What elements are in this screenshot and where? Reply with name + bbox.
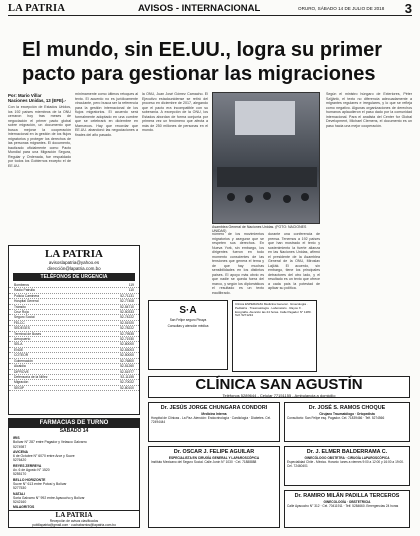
phone-number: 52-80100: [120, 385, 134, 390]
ad-box-4: [284, 446, 410, 486]
dateline: ORURO, SÁBADO 14 DE JULIO DE 2018: [298, 6, 385, 11]
pharmacy-title: FARMACIAS DE TURNO: [9, 419, 139, 428]
pharmacy-entry: [13, 492, 135, 505]
ad-specialty: ESPECIALISTA EN CIRUGÍA GENERAL Y LAPAROSCÓPICA: [168, 455, 260, 460]
phone-name: COTEOR: [14, 353, 29, 358]
ad-specialty: GINECOLOGÍA · OBSTETRICIA: [323, 499, 371, 504]
article-column-2: mínimamente como últimos retoques al texto. El acuerdo no es jurídicamente vinculante, pero busca ser la referencia para la gestión internacional de los flujos migratorios. El acuerdo será formalmente adoptado en una cumbre que se celebrará en diciembre en Marruecos. Hay que recordar que EE.UU. abandonó las negociaciones a finales del año pasado.: [75, 92, 138, 137]
pharmacy-footer-sub: Recepción de avisos clasificados: [49, 519, 99, 523]
ad-box-5: [284, 490, 410, 528]
photo-person: [263, 192, 271, 200]
pharmacy-entry: [13, 478, 135, 491]
ad-san-felipe: [148, 300, 228, 370]
phone-number: 52-53003: [120, 347, 134, 352]
phone-name: Seguro Social: [14, 315, 35, 320]
clinica-phones: Teléfonos 5289644 - Celular 77151155 - Ambulancia a domicilio: [222, 393, 336, 398]
lapatria-box-title: LA PATRIA: [45, 248, 103, 260]
pharmacy-name: AVICENA: [13, 449, 29, 454]
phone-number: 52-51977: [120, 369, 134, 374]
pharmacy-footer: [9, 510, 139, 527]
phone-name: SEDEGES: [14, 326, 30, 331]
ad-box-1: [148, 402, 280, 442]
photo-person: [283, 195, 291, 203]
pharmacy-name: MILAGRITOS: [13, 505, 35, 510]
pharmacy-entry: [13, 464, 135, 477]
clinica-san-agustin-banner: [148, 376, 410, 398]
byline-author: Por: Mario Villar: [8, 93, 42, 98]
page-header: [8, 3, 412, 16]
section-title: AVISOS - INTERNACIONAL: [138, 3, 261, 14]
phone-number: 52-80000: [120, 342, 134, 347]
ad-detail: Calle Ayacucho N° 312 · Cel. 70411911 · Telf. 5284660. Emergencias 24 horas: [287, 503, 399, 508]
article-column-1: Con la excepción de Estados Unidos, los 192 países miembros de la ONU cerraron hoy tras meses de negociación el primer pacto global sobre migración, un documento que busca mejorar la cooperación internacional en la gestión de los flujos migratorios y proteger los derechos de las personas migrantes. El documento, bautizado oficialmente como Pacto Mundial para una Migración Segura, Regular y Ordenada, fue respaldado por todos los Gobiernos excepto el de EE.UU.: [8, 105, 71, 168]
pharmacy-name: REYES ZERREYA: [13, 463, 42, 468]
phone-name: SEGIP: [14, 385, 25, 390]
pharmacy-phone: 5255170: [13, 472, 27, 477]
phone-name: Gobernación: [14, 358, 33, 363]
phone-name: Hospital General: [14, 299, 39, 304]
phone-number: 52-76800: [120, 358, 134, 363]
phone-number: 52-70022: [120, 380, 134, 385]
ad-doctor-name: Dr. OSCAR J. FELIPE AGUILAR: [173, 449, 255, 455]
pharmacy-address: Soria Galvarro N° 992 entre Ayacucho y Bolívar: [13, 495, 85, 500]
article-column-5: durante una conferencia de prensa. Tenemos a 192 países que han mostrado el texto y sostenimiento la fuerte alianza en las Naciones Unidas, afirmó el presidente de la Asamblea General de la ONU, Miroslav Lajčák. El acuerdo, sin embargo, tiene los principales detractores del otro lado, y el resultado es un texto que ofrece a cada país la potestad de aplicar su política.: [268, 232, 320, 290]
phone-name: Migración: [14, 380, 29, 385]
phone-name: Alcaldía: [14, 364, 26, 369]
phone-number: 52-54710: [120, 304, 134, 309]
phone-number: 52-51920: [120, 320, 134, 325]
pharmacy-address: Sucre N° 613 entre Potosí y Bolívar: [13, 481, 67, 486]
photo-screen: [235, 101, 295, 135]
ad-specialty: Cirujano Traumatólogo · Ortopedista: [319, 411, 375, 416]
pharmacy-address: Bolívar N° 287 entre Pagador y Velasco Galvarro: [13, 440, 87, 445]
lapatria-urgency-box: [8, 245, 140, 415]
phone-number: 52-71131: [120, 293, 134, 298]
article-photo: [212, 92, 320, 224]
ad-specialty: GINECÓLOGO OBSTETRA · CIRUGÍA LAPAROSCÓPICA: [304, 455, 390, 460]
pharmacy-name: NATALI: [13, 491, 25, 496]
phone-number: 110: [128, 288, 134, 293]
article-headline: El mundo, sin EE.UU., logra su primer pacto para gestionar las migraciones: [22, 39, 383, 85]
pharmacy-date: SÁBADO 14: [59, 428, 89, 434]
ad-detail: Especialidad Chile - México. Horario: lunes a viernes 9:00 a 12:00 y 16:00 a 19:00. Cel. 72460401: [287, 459, 404, 468]
ad-doctor-name: Dr. JESÚS JORGE CHUNGARA CONDORI: [160, 405, 268, 411]
clinica-name: CLÍNICA SAN AGUSTÍN: [195, 376, 363, 393]
article-column-6: Según el ministro húngaro de Exteriores, Péter Szijjártó, el texto no diferencia adecuadamente a migrantes regulares e irregulares, y lo que se refleja como negativo. Algunas organizaciones de derechos humanos aplaudieron el paso dado por la comunidad internacional. Para el analista del Center for Global Development, Michael Clemens, el documento es un paso hacia una mejor cooperación.: [326, 92, 412, 128]
phone-number: 52-50000: [120, 353, 134, 358]
ad-box-2: [148, 446, 280, 528]
byline: [8, 93, 66, 103]
masthead: LA PATRIA: [8, 3, 66, 14]
phone-number: 52-77408: [120, 299, 134, 304]
photo-caption-credit: (FOTO: NACIONES UNIDAS): [212, 225, 307, 233]
phone-name: Radio Patrulla: [14, 288, 35, 293]
photo-caption-text: Asamblea General de Naciones Unidas.: [212, 225, 275, 229]
page-number: 3: [404, 1, 412, 16]
phone-number: 119: [128, 283, 134, 287]
phone-name: ENDE: [14, 347, 24, 352]
pharmacy-list: [9, 434, 139, 521]
photo-person: [245, 195, 253, 203]
ad-detail: Instituto Mexicano del Seguro Social. Calle Junín N° 1030 · Cel. 71888888: [151, 459, 257, 464]
byline-place: Naciones Unidas, 13 (EFE).-: [8, 98, 67, 103]
article-column-3: la ONU, Juan José Gómez Camacho. El Ejecutivo estadounidense se retiró del proceso en diciembre de 2017, alegando que el pacto era incompatible con su soberanía. A excepción de la ONU, los Estados abordan de forma conjunta por primera vez un fenómeno que afecta a más de 250 millones de personas en el mundo.: [142, 92, 208, 132]
phone-number: 52-51260: [120, 364, 134, 369]
phone-name: Defensoría de la Niñez: [14, 374, 48, 379]
ad-box-3: [284, 402, 410, 442]
pharmacy-footer-mail: publilapatria@gmail.com · cuchabarrios@lapatria.com.bo: [32, 523, 116, 527]
pharmacy-entry: [13, 450, 135, 463]
phone-name: Terminal de Buses: [14, 331, 42, 336]
pharmacy-entry: [13, 436, 135, 449]
ad-detail: Consultorio: San Felipe esq. Pagador. Cel. 71839466 · Telf. 5274566: [287, 415, 385, 420]
urgency-phones-title: TELÉFONOS DE URGENCIA: [13, 273, 135, 281]
lapatria-email-1: avisoslapatria@yahoo.es: [48, 260, 100, 265]
article-column-4: número de los movimientos migratorios y asegurar que se respeten sus derechos. En Nueva York, sin embargo, los dirigentes fueron en todo momento conscientes de las tensiones que genera el tema y de que hay muchas sensibilidades en los distintos países. El apoyo más obvio es que nadie se queda fuera del marco, y según los diplomáticos el resultado es un texto equilibrado.: [212, 232, 264, 294]
photo-person: [301, 193, 309, 201]
ad-doctor-name: Dr. RAMIRO MILÁN PADILLA TERCEROS: [294, 493, 400, 499]
pharmacy-phone: 5274987: [13, 444, 27, 449]
ad-san-felipe-logo: S·A: [179, 305, 197, 316]
urgency-phone-list: [9, 283, 139, 391]
ad-detail: Hospital de Clínicas - La Paz. Atención: Endocrinología · Cardiología · Diabetes. Cel. 72494444: [151, 415, 271, 424]
pharmacy-name: BELLO HORIZONTE: [13, 477, 46, 482]
ad-san-felipe-line: Consultas y atención médica: [167, 324, 209, 328]
phone-name: Aeropuerto: [14, 337, 31, 342]
ad-specialty: Medicina Interna: [201, 411, 227, 416]
ad-clinic-small: Clínica ESPERANZA Medicina General · Ginecología · Pediatría · Traumatología · Laboratorio · Rayos X · Ecografía. Atención las 24 horas. Calle Pagador N° 1280. Telf. 5271234: [232, 300, 317, 372]
ad-san-felipe-name: San Felipe seguro Pinaya: [169, 318, 207, 322]
pharmacy-footer-title: LA PATRIA: [55, 511, 93, 519]
ad-doctor-name: Dr. J. ELMER BALDERRAMA C.: [306, 449, 388, 455]
phone-number: 52-11155: [120, 374, 134, 379]
pharmacy-address: Av. 6 de Agosto N° 1520: [13, 468, 50, 473]
phone-number: 52-50333: [120, 310, 134, 315]
phone-number: 52-71930: [120, 337, 134, 342]
pharmacy-address: 6 de Octubre N° 6070 entre Arce y Sucre: [13, 454, 75, 459]
phone-name: Cruz Roja: [14, 310, 29, 315]
pharmacy-box: [8, 418, 140, 528]
phone-number: 52-79535: [120, 331, 134, 336]
pharmacy-name: IRIS: [13, 436, 20, 440]
phone-number: 52-74222: [120, 315, 134, 320]
pharmacy-phone: 5276420: [13, 458, 27, 463]
photo-dais: [217, 167, 317, 187]
pharmacy-phone: 5277530: [13, 486, 27, 491]
phone-name: SELA: [14, 342, 23, 347]
lapatria-email-2: dirección@lapatria.com.bo: [47, 265, 101, 271]
phone-name: FELCC: [14, 320, 25, 325]
phone-name: Tránsito: [14, 304, 26, 309]
phone-row: [9, 386, 139, 391]
ad-doctor-name: Dr. JOSÉ S. RAMOS CHOQUE: [308, 405, 386, 411]
phone-name: DIPROVE: [14, 369, 29, 374]
phone-name: Bomberos: [14, 283, 30, 287]
phone-name: Policía Caminera: [14, 293, 40, 298]
photo-person: [227, 193, 235, 201]
phone-number: 52-78222: [120, 326, 134, 331]
pharmacy-phone: 5242160: [13, 500, 27, 505]
